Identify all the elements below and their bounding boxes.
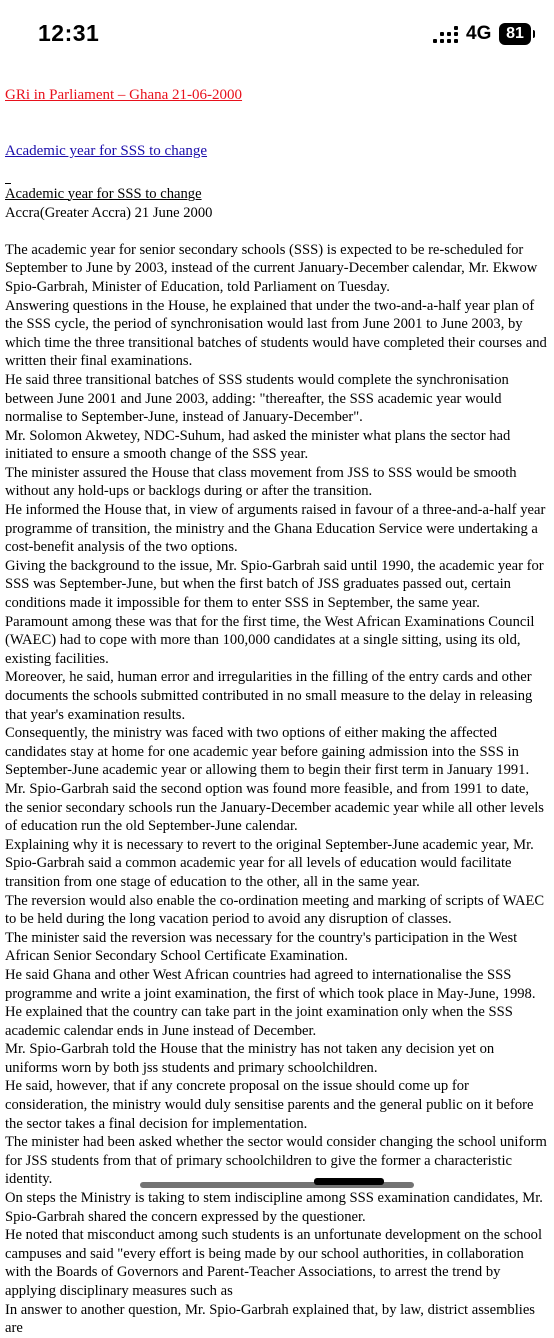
paragraph: He informed the House that, in view of arguments raised in favour of a three-and-a-half year programme of transition, the ministry and the Ghana Education Service were undertaking a cost-benefit analysis of the two options. — [5, 502, 546, 556]
home-indicator[interactable] — [140, 1182, 414, 1188]
article-dateline: Accra(Greater Accra) 21 June 2000 — [5, 204, 213, 221]
paragraph: He said, however, that if any concrete proposal on the issue should come up for consideration, the ministry would duly sensitise parents and the general public on it before the sector takes a final decision for implementation. — [5, 1078, 534, 1132]
paragraph: Mr. Solomon Akwetey, NDC-Suhum, had asked the minister what plans the sector had initiated to ensure a smooth change of the SSS year. — [5, 427, 511, 463]
source-link[interactable]: GRi in Parliament – Ghana 21-06-2000 — [5, 87, 243, 103]
cellular-signal-icon — [433, 26, 461, 46]
article-title: Academic year for SSS to change — [5, 185, 202, 202]
paragraph: He noted that misconduct among such students is an unfortunate development on the school campuses and said "every effort is being made by our school authorities, in collaboration with the Boards of Governors and Parent-Teacher Associations, to arrest the trend by applying disciplinary measures such as — [5, 1227, 543, 1299]
paragraph: The minister said the reversion was necessary for the country's participation in the West African Senior Secondary School Certificate Examination. — [5, 929, 518, 965]
paragraph: The academic year for senior secondary schools (SSS) is expected to be re-scheduled for September to June by 2003, instead of the current January-December calendar, Mr. Ekwow Spio-Garbrah, Minister of Education, told Parliament on Tuesday. — [5, 241, 538, 295]
paragraph: Paramount among these was that for the first time, the West African Examinations Council (WAEC) had to cope with more than 100,000 candidates at a single sitting, using its old, existing facilities. — [5, 613, 535, 667]
paragraph: The minister assured the House that class movement from JSS to SSS would be smooth without any hold-ups or backlogs during or after the transition. — [5, 464, 517, 500]
article-body — [5, 241, 550, 1338]
paragraph: Explaining why it is necessary to revert to the original September-June academic year, Mr. Spio-Garbrah said a common academic year for all levels of education would facilitate transition from one stage of education to the other, all in the same year. — [5, 836, 534, 890]
paragraph: The minister had been asked whether the sector would consider changing the school uniform for JSS students from that of primary schoolchildren to give the former a characteristic identity. — [5, 1134, 547, 1188]
status-bar — [0, 0, 554, 70]
paragraph: On steps the Ministry is taking to stem indiscipline among SSS examination candidates, Mr. Spio-Garbrah shared the concern expressed by the questioner. — [5, 1190, 543, 1225]
paragraph: The reversion would also enable the co-ordination meeting and marking of scripts of WAEC to be held during the long vacation period to avoid any disruption of classes. — [5, 892, 545, 928]
paragraph: He explained that the country can take part in the joint examination only when the SSS academic calendar ends in June instead of December. — [5, 1004, 513, 1039]
paragraph: In answer to another question, Mr. Spio-Garbrah explained that, by law, district assemblies are — [5, 1301, 535, 1337]
paragraph: Answering questions in the House, he explained that under the two-and-a-half year plan of the SSS cycle, the period of synchronisation would last from June 2001 to June 2003, by which time the three transitional batches of students would have completed their courses and written their final examinations. — [5, 297, 547, 370]
paragraph: Giving the background to the issue, Mr. Spio-Garbrah said until 1990, the academic year for SSS was September-June, but when the first batch of JSS graduates passed out, certain conditions made it impossible for them to enter SSS in September, the same year. — [5, 557, 544, 612]
paragraph: He said Ghana and other West African countries had agreed to internationalise the SSS programme and write a joint examination, the first of which took place in May-June, 1998. — [5, 966, 536, 1002]
battery-icon: 81 — [499, 23, 531, 45]
article-document — [5, 86, 550, 1338]
paragraph: He said three transitional batches of SSS students would complete the synchronisation between June 2001 and June 2003, adding: "thereafter, the SSS academic year would normalise to September-June, instead of January-December". — [5, 371, 509, 426]
status-time: 12:31 — [38, 20, 100, 46]
paragraph: Moreover, he said, human error and irregularities in the filling of the entry cards and other documents the schools submitted contributed in no small measure to the delay in releasing that year's examination results. — [5, 669, 533, 723]
paragraph: Mr. Spio-Garbrah told the House that the ministry has not taken any decision yet on uniforms worn by both jss students and primary schoolchildren. — [5, 1041, 495, 1076]
paragraph: Mr. Spio-Garbrah said the second option was found more feasible, and from 1991 to date, the senior secondary schools run the January-December academic year while all other levels of education run the old September-June calendar. — [5, 780, 544, 835]
paragraph: Consequently, the ministry was faced with two options of either making the affected candidates stay at home for one academic year before gaining admission into the SSS in September-June academic year or allowing them to begin their first term in January 1991. — [5, 725, 530, 779]
network-type-label: 4G — [466, 23, 492, 44]
headline-link[interactable]: Academic year for SSS to change — [5, 142, 208, 159]
